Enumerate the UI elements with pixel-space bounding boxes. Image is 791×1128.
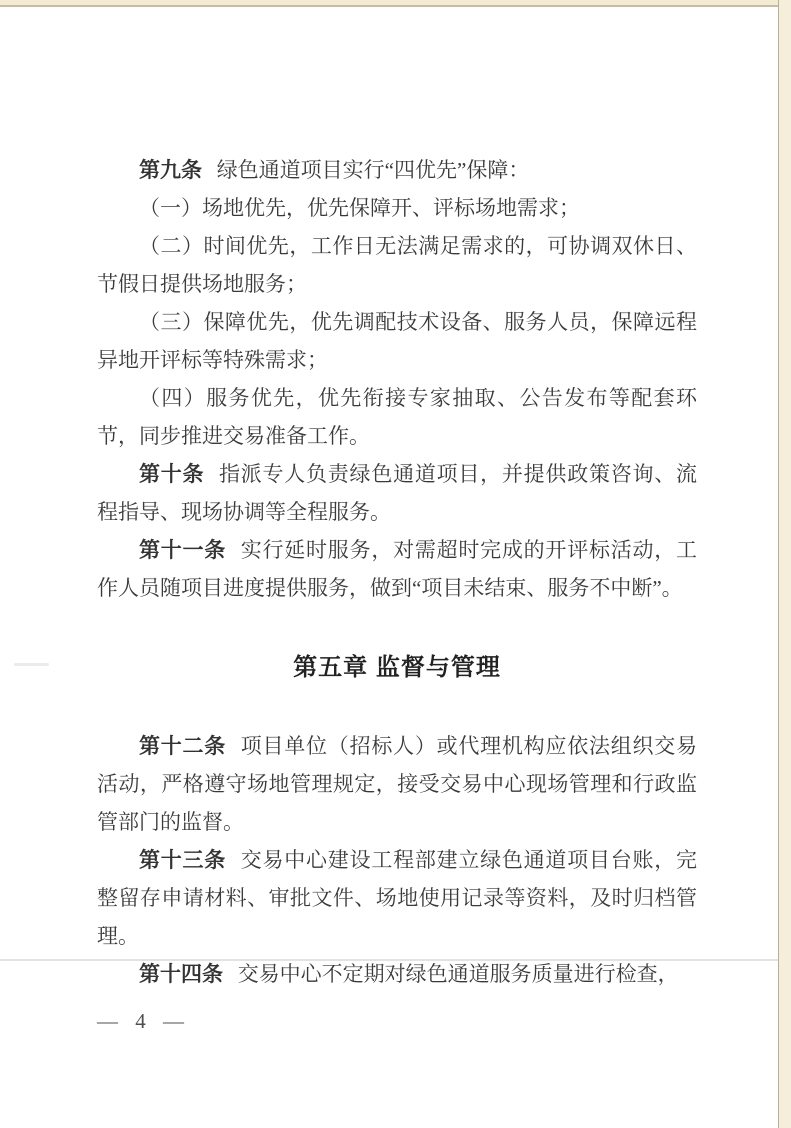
article-number: 第十四条 xyxy=(139,962,223,986)
article-text: 指派专人负责绿色通道项目，并提供政策咨询、流程指导、现场协调等全程服务。 xyxy=(97,462,698,524)
article-paragraph-9 xyxy=(97,151,697,189)
article-text: 交易中心建设工程部建立绿色通道项目台账，完整留存申请材料、审批文件、场地使用记录等资料，及时归档管理。 xyxy=(97,848,698,948)
article-text: 绿色通道项目实行“四优先”保障： xyxy=(216,158,530,182)
list-item-4 xyxy=(97,379,697,455)
article-number: 第九条 xyxy=(139,158,202,182)
article-paragraph-14 xyxy=(97,955,697,993)
article-number: 第十三条 xyxy=(139,848,227,872)
list-item-2 xyxy=(97,227,697,303)
article-paragraph-11 xyxy=(97,531,697,607)
scan-edge-right xyxy=(778,0,791,1128)
page-number: — 4 — xyxy=(97,1009,186,1033)
article-paragraph-12 xyxy=(97,727,697,841)
list-item-text: （二）时间优先，工作日无法满足需求的，可协调双休日、节假日提供场地服务； xyxy=(97,234,697,296)
article-text: 实行延时服务，对需超时完成的开评标活动，工作人员随项目进度提供服务，做到“项目未结束、服务不中断”。 xyxy=(97,538,698,600)
article-text: 交易中心不定期对绿色通道服务质量进行检查， xyxy=(237,962,679,986)
list-item-text: （三）保障优先，优先调配技术设备、服务人员，保障远程异地开评标等特殊需求； xyxy=(97,310,697,372)
list-item-1 xyxy=(97,189,697,227)
scan-edge-top xyxy=(0,0,791,7)
fold-mark xyxy=(14,663,49,666)
list-item-3 xyxy=(97,303,697,379)
article-paragraph-13 xyxy=(97,841,697,955)
article-number: 第十二条 xyxy=(139,734,227,758)
chapter-heading: 第五章 监督与管理 xyxy=(293,654,501,681)
article-text: 项目单位（招标人）或代理机构应依法组织交易活动，严格遵守场地管理规定，接受交易中心现场管理和行政监管部门的监督。 xyxy=(97,734,698,834)
article-number: 第十一条 xyxy=(139,538,227,562)
list-item-text: （四）服务优先，优先衔接专家抽取、公告发布等配套环节，同步推进交易准备工作。 xyxy=(97,386,697,448)
article-number: 第十条 xyxy=(139,462,205,486)
list-item-text: （一）场地优先，优先保障开、评标场地需求； xyxy=(139,196,580,220)
article-paragraph-10 xyxy=(97,455,697,531)
document-text-block xyxy=(97,151,697,993)
